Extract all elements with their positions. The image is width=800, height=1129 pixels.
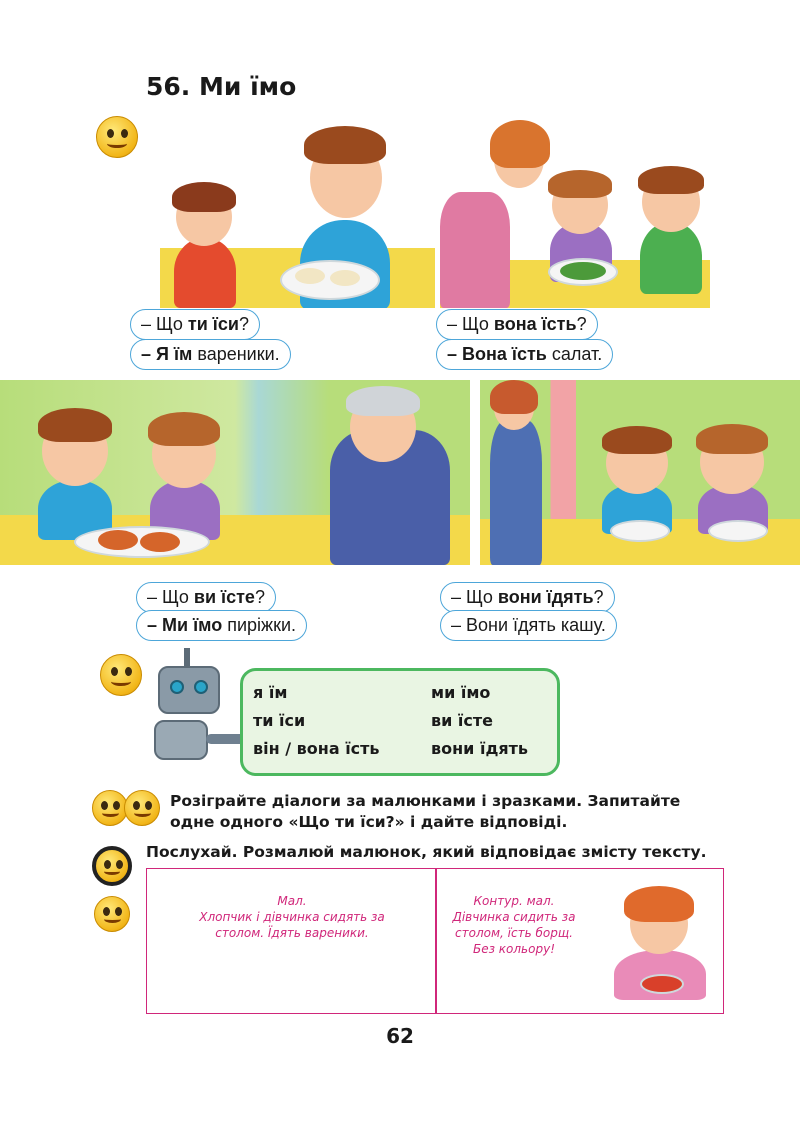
conjugation-right-1: ми їмо <box>431 683 491 702</box>
scene-kasha-image <box>480 380 800 565</box>
dialogue-answer-2: – Вона їсть салат. <box>436 339 613 370</box>
task-listen-instruction: Послухай. Розмалюй малюнок, який відповідає змісту тексту. <box>146 843 707 861</box>
headphones-emoji-icon <box>92 846 132 886</box>
task-dialogue-instruction: Розіграйте діалоги за малюнками і зразками. Запитайте одне одного «Що ти їси?» і дайте відповіді. <box>170 792 681 831</box>
dialogue-question-4: – Що вони їдять? <box>440 582 615 613</box>
pair-work-emoji-icon-2 <box>124 790 160 826</box>
dialogue-answer-3: – Ми їмо пиріжки. <box>136 610 307 641</box>
dialogue-question-1: – Що ти їси? <box>130 309 260 340</box>
drawing-note-left: Мал. Хлопчик і дівчинка сидять за столом. Їдять вареники. <box>199 894 385 940</box>
thinking-emoji-icon <box>94 896 130 932</box>
robot-icon <box>150 648 250 778</box>
page-number: 62 <box>386 1024 414 1048</box>
girl-eating-borscht-image <box>600 880 720 1005</box>
conjugation-left-3: він / вона їсть <box>253 739 380 758</box>
scene-salad-image <box>440 112 710 308</box>
conjugation-left-1: я їм <box>253 683 288 702</box>
dialogue-question-3: – Що ви їсте? <box>136 582 276 613</box>
lesson-title: 56. Ми їмо <box>146 72 297 101</box>
dialogue-question-2: – Що вона їсть? <box>436 309 598 340</box>
pair-work-emoji-icon <box>92 790 128 826</box>
conjugation-table <box>240 668 560 776</box>
pointing-emoji-icon <box>100 654 142 696</box>
drawing-note-right: Контур. мал. Дівчинка сидить за столом, їсть борщ. Без кольору! <box>452 894 576 956</box>
scene-pyrizhky-image <box>0 380 470 565</box>
dialogue-answer-4: – Вони їдять кашу. <box>440 610 617 641</box>
conjugation-right-2: ви їсте <box>431 711 493 730</box>
magnifier-emoji-icon <box>96 116 138 158</box>
scene-varenyky-image <box>160 108 435 308</box>
conjugation-right-3: вони їдять <box>431 739 529 758</box>
dialogue-answer-1: – Я їм вареники. <box>130 339 291 370</box>
conjugation-left-2: ти їси <box>253 711 306 730</box>
